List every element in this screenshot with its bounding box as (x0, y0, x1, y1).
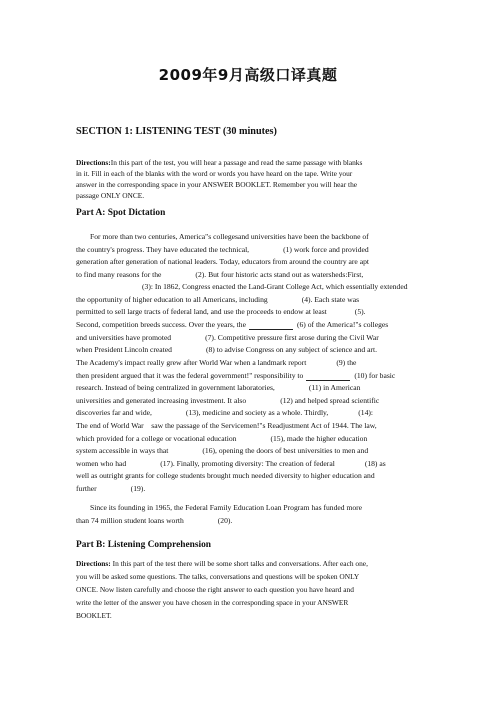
directions-label: Directions: (76, 158, 111, 167)
passage-line: permitted to sell large tracts of federal land, and use the proceeds to endow at least (5). (76, 307, 366, 316)
passage-line: discoveries far and wide, (13), medicine and society as a whole. Thirdly, (14): (76, 408, 374, 417)
passage-line: then president argued that it was the federal government!" responsibility to (10) for basic (76, 371, 396, 380)
directions-line: ONCE. Now listen carefully and choose the right answer to each question you have heard and (76, 585, 354, 594)
directions-line: Directions: In this part of the test there will be some short talks and conversations. After each one, (76, 559, 368, 568)
passage-line: Since its founding in 1965, the Federal Family Education Loan Program has funded more (90, 503, 363, 512)
passage-line: universities and generated increasing investment. It also (12) and helped spread scientific (76, 396, 380, 405)
directions-line: you will be asked some questions. The talks, conversations and questions will be spoken ONLY (76, 572, 360, 581)
passage-line: system accessible in ways that (16), opening the doors of best universities to men and (76, 446, 369, 455)
passage-line: Second, competition breeds success. Over the years, the (6) of the America!"s colleges (76, 320, 389, 329)
passage-line: The Academy's impact really grew after World War when a landmark report (9) the (76, 358, 357, 367)
passage-line: which provided for a college or vocational education (15), made the higher education (76, 434, 368, 443)
passage-line: and universities have promoted (7). Competitive pressure first arose during the Civil War (76, 333, 379, 342)
passage-line: when President Lincoln created (8) to advise Congress on any subject of science and art. (76, 345, 377, 354)
passage-line: For more than two centuries, America"s collegesand universities have been the backbone of (90, 232, 369, 241)
answer-blank (249, 320, 293, 330)
passage-line: women who had (17). Finally, promoting diversity: The creation of federal (18) as (76, 459, 386, 468)
directions-label: Directions: (76, 559, 111, 568)
passage-line: (3): In 1862, Congress enacted the Land-Grant College Act, which essentially extended (142, 282, 408, 291)
section-heading: SECTION 1: LISTENING TEST (30 minutes) (76, 126, 277, 137)
answer-blank (306, 371, 350, 381)
part-b-heading: Part B: Listening Comprehension (76, 540, 211, 550)
passage-line: the country's progress. They have educated the technical, (1) work force and provided (76, 245, 369, 254)
directions-line: passage ONLY ONCE. (76, 191, 145, 200)
passage-line: generation after generation of national leaders. Today, educators from around the country are apt (76, 257, 369, 266)
passage-line: than 74 million student loans worth (20). (76, 516, 233, 525)
passage-line: the opportunity of higher education to all Americans, including (4). Each state was (76, 295, 360, 304)
directions-line: Directions:In this part of the test, you will hear a passage and read the same passage with blanks (76, 158, 363, 167)
passage-line: research. Instead of being centralized in government laboratories, (11) in American (76, 383, 361, 392)
document-title: 2009年9月高级口译真题 (158, 66, 338, 84)
directions-line: in it. Fill in each of the blanks with the word or words you have heard on the tape. Write your (76, 169, 353, 178)
directions-line: BOOKLET. (76, 611, 112, 620)
passage-line: further (19). (76, 484, 146, 493)
passage-line: to find many reasons for the (2). But four historic acts stand out as watersheds:First, (76, 270, 364, 279)
passage-line: well as outright grants for college students brought much needed diversity to higher education and (76, 471, 375, 480)
directions-line: answer in the corresponding space in your ANSWER BOOKLET. Remember you will hear the (76, 180, 358, 189)
directions-line: write the letter of the answer you have chosen in the corresponding space in your ANSWER (76, 598, 349, 607)
passage-line: The end of World War saw the passage of the Servicemen!"s Readjustment Act of 1944. The law, (76, 421, 377, 430)
part-a-heading: Part A: Spot Dictation (76, 208, 166, 218)
